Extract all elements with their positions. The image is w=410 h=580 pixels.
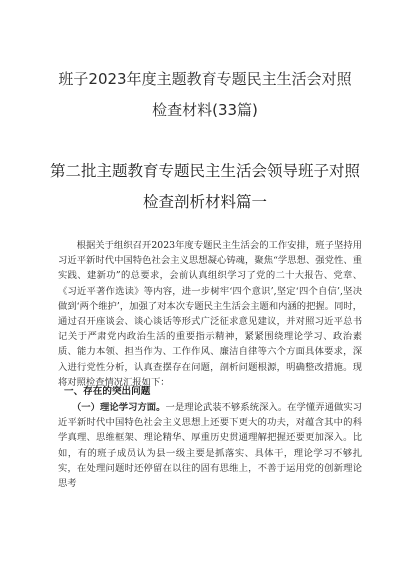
document-title-line-1: 班子2023年度主题教育专题民主生活会对照	[58, 70, 352, 88]
theory-study-section	[58, 400, 362, 491]
subsection-label: （一）理论学习方面。	[71, 402, 166, 413]
document-title-line-2: 检查材料(33篇)	[152, 101, 258, 119]
document-subtitle	[20, 156, 390, 218]
theory-study-paragraph	[58, 400, 362, 491]
intro-paragraph: 根据关于组织召开2023年度专题民主生活会的工作安排，班子坚持用习近平新时代中国特色社会主义思想凝心铸魂，聚焦“学思想、强党性、重实践、建新功”的总要求，会前认真组织学习了党的二十大报告、党章、《习近平著作选读》等内容，进一步树牢‘四个意识’,坚定‘四个自信’,坚决做到‘两个维护’，加强了对本次专题民主生活会主题和内涵的把握。同时，通过召开座谈会、谈心谈话等形式广泛征求意见建议，并对照习近平总书记关于严肃党内政治生活的重要指示精神，紧紧围绕理论学习、政治素质、能力本领、担当作为、工作作风、廉洁自律等六个方面具体要求，深入进行党性分析，认真查摆存在问题，剖析问题根源，明确整改措施。现将对照检查情况汇报如下：	[58, 240, 362, 388]
document-title	[20, 64, 390, 126]
intro-section	[58, 238, 362, 390]
section-heading: 一、存在的突出问题	[64, 386, 151, 397]
subsection-text: 一是理论武装不够系统深入。在学懂弄通做实习近平新时代中国特色社会主义思想上还要下更大的功夫，对蕴含其中的科学真理、思维框架、理论精华、厚重历史贯通理解把握还要更加深入。比如，有的班子成员认为县一级主要是抓落实、具体干，理论学习不够扎实，在处理问题时还停留在以往的固有思维上，不善于运用党的创新理论思考	[58, 402, 362, 490]
document-subtitle-line-1: 第二批主题教育专题民主生活会领导班子对照	[49, 162, 360, 180]
document-subtitle-line-2: 检查剖析材料篇一	[142, 193, 267, 211]
